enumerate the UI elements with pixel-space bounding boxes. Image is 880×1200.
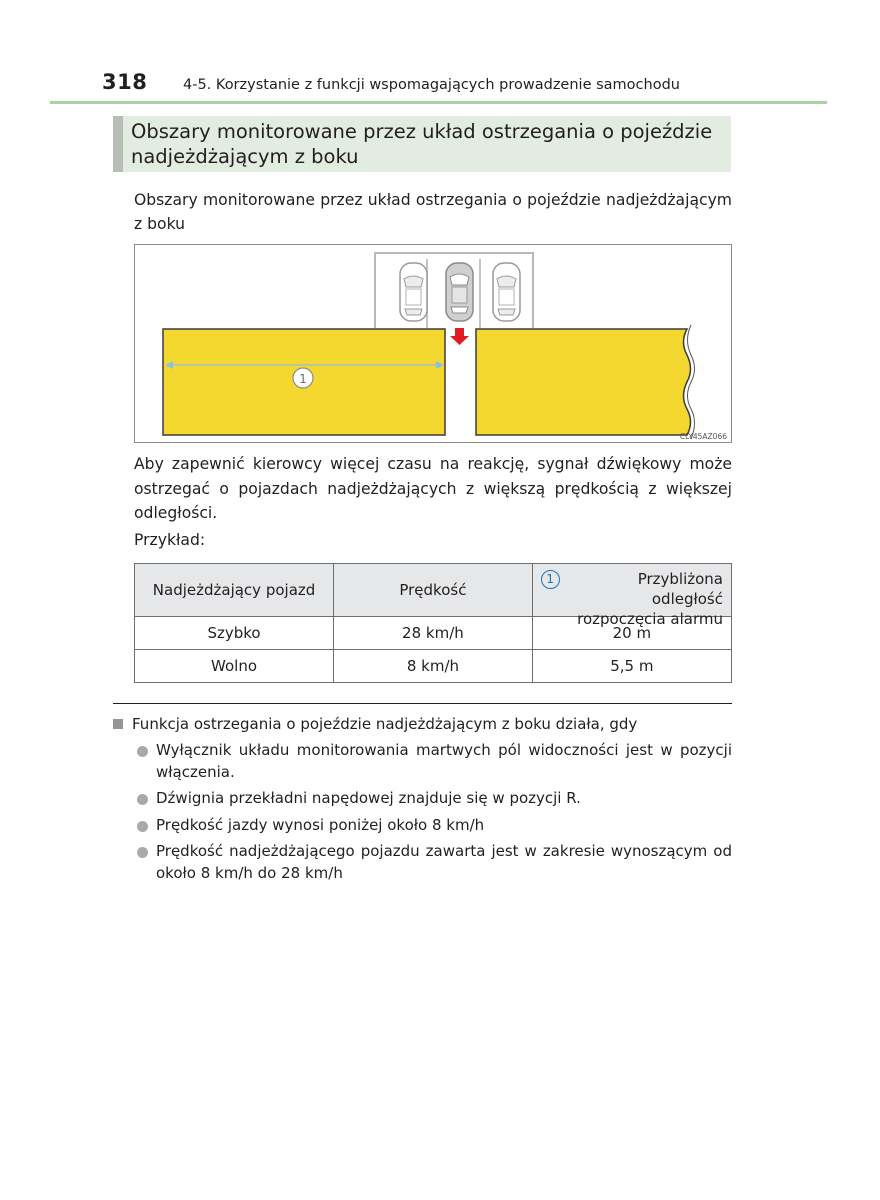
table-cell: 20 m <box>532 617 731 650</box>
section-title-box <box>113 116 731 172</box>
list-item-text: Prędkość jazdy wynosi poniżej około 8 km/h <box>156 815 485 834</box>
list-item-text: Dźwignia przekładni napędowej znajduje się w pozycji R. <box>156 789 581 807</box>
monitoring-area-illustration <box>135 245 731 442</box>
table-header-vehicle: Nadjeżdżający pojazd <box>135 564 334 617</box>
list-item <box>134 841 732 884</box>
table-cell: Szybko <box>135 617 334 650</box>
table-header-speed: Prędkość <box>334 564 533 617</box>
table-cell: 5,5 m <box>532 650 731 683</box>
callout-1-label: 1 <box>299 372 307 386</box>
page-number: 318 <box>102 70 148 94</box>
section-separator <box>113 703 732 704</box>
round-bullet-icon <box>137 847 148 858</box>
table-cell: Wolno <box>135 650 334 683</box>
section-title-line-1: Obszary monitorowane przez układ ostrzegania o pojeździe <box>131 120 713 143</box>
alarm-distance-table <box>134 563 732 683</box>
example-label: Przykład: <box>134 531 206 549</box>
conditions-list <box>134 740 732 889</box>
body-paragraph: Aby zapewnić kierowcy więcej czasu na reakcję, sygnał dźwiękowy może ostrzegać o pojazdach nadjeżdżających z większą prędkością z większej odległości. <box>134 455 732 522</box>
list-item-text: Wyłącznik układu monitorowania martwych pól widoczności jest w pozycji włączenia. <box>156 741 732 781</box>
round-bullet-icon <box>137 746 148 757</box>
round-bullet-icon <box>137 821 148 832</box>
monitoring-area-figure <box>134 244 732 443</box>
header-rule <box>50 101 827 104</box>
table-cell: 28 km/h <box>334 617 533 650</box>
conditions-heading <box>113 713 733 735</box>
table-cell: 8 km/h <box>334 650 533 683</box>
figure-code: CLY45AZ066 <box>679 432 727 441</box>
table-header-distance <box>532 564 731 628</box>
table-header-row <box>135 564 732 617</box>
conditions-heading-text: Funkcja ostrzegania o pojeździe nadjeżdżającym z boku działa, gdy <box>132 715 638 733</box>
parked-car-left-icon <box>400 263 427 321</box>
intro-text: Obszary monitorowane przez układ ostrzegania o pojeździe nadjeżdżającym z boku <box>134 191 732 233</box>
list-item-text: Prędkość nadjeżdżającego pojazdu zawarta jest w zakresie wynoszącym od około 8 km/h do 28 km/h <box>156 842 732 882</box>
list-item <box>134 740 732 783</box>
table-header-distance-label: Przybliżona odległość rozpoczęcia alarmu <box>577 570 723 628</box>
table-callout-1: 1 <box>541 570 560 589</box>
parked-car-right-icon <box>493 263 520 321</box>
section-title <box>131 119 731 169</box>
list-item <box>134 788 732 810</box>
own-vehicle-icon <box>446 263 473 321</box>
round-bullet-icon <box>137 794 148 805</box>
section-title-line-2: nadjeżdżającym z boku <box>131 145 359 168</box>
square-bullet-icon <box>113 719 123 729</box>
monitored-zone-right <box>476 329 691 435</box>
table-row <box>135 650 732 683</box>
running-header: 4-5. Korzystanie z funkcji wspomagających prowadzenie samochodu <box>183 77 680 93</box>
list-item <box>134 815 732 837</box>
reverse-direction-arrow-icon <box>450 328 469 345</box>
